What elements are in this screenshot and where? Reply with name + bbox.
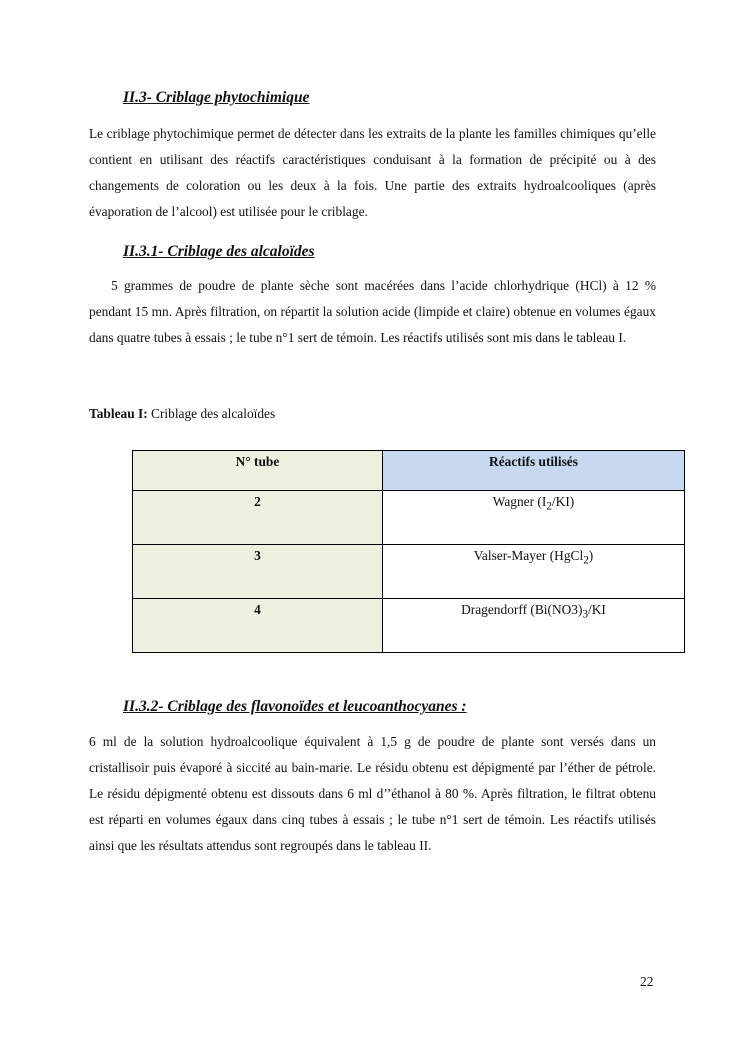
alkaloids-paragraph: 5 grammes de poudre de plante sèche sont macérées dans l’acide chlorhydrique (HCl) à 12 % pendant 15 mn. Après filtration, on répartit la solution acide (limpide et claire) obtenue en volumes égaux dans quatre tubes à essais ; le tube n°1 sert de témoin. Les réactifs utilisés sont mis dans le tableau I. bbox=[89, 278, 656, 345]
table-row bbox=[133, 545, 685, 599]
reagent-name-suffix: /KI) bbox=[551, 494, 575, 509]
tube-number-cell: 3 bbox=[133, 545, 383, 599]
reagent-name: Valser-Mayer (HgCl bbox=[473, 548, 584, 563]
reagent-subscript: 2 bbox=[583, 554, 589, 567]
reagent-name-suffix: ) bbox=[588, 548, 594, 563]
reagent-cell bbox=[383, 491, 685, 545]
header-tube-number: N° tube bbox=[133, 451, 383, 491]
reagent-subscript: 2 bbox=[546, 500, 552, 513]
reagent-name-suffix: /KI bbox=[588, 602, 606, 617]
tube-number-cell: 4 bbox=[133, 599, 383, 653]
flavonoids-paragraph: 6 ml de la solution hydroalcoolique équivalent à 1,5 g de poudre de plante sont versés dans un cristallisoir puis évaporé à siccité au bain-marie. Le résidu obtenu est dépigmenté par l’éther de pétrole. Le résidu dépigmenté obtenu est dissouts dans 6 ml d’’éthanol à 80 %. Après filtration, le filtrat obtenu est réparti en volumes égaux dans cinq tubes à essais ; le tube n°1 sert de témoin. Les réactifs utilisés ainsi que les résultats attendus sont regroupés dans le tableau II. bbox=[89, 734, 656, 853]
page-number: 22 bbox=[640, 974, 654, 989]
header-reagents: Réactifs utilisés bbox=[383, 451, 685, 491]
reagent-cell bbox=[383, 545, 685, 599]
table-caption-label: Tableau I: bbox=[89, 406, 148, 421]
reagent-name: Wagner (I bbox=[492, 494, 547, 509]
reagent-subscript: 3 bbox=[582, 608, 589, 621]
tube-number-cell: 2 bbox=[133, 491, 383, 545]
table-caption-text: Criblage des alcaloïdes bbox=[147, 406, 276, 421]
section-heading: II.3- Criblage phytochimique bbox=[123, 89, 310, 106]
reagent-cell bbox=[383, 599, 685, 653]
table-row bbox=[133, 491, 685, 545]
table-caption bbox=[89, 404, 275, 424]
section-intro-paragraph: Le criblage phytochimique permet de détecter dans les extraits de la plante les familles chimiques qu’elle contient en utilisant des réactifs caractéristiques conduisant à la formation de précipité ou à des changements de coloration ou les deux à la fois. Une partie des extraits hydroalcooliques (après évaporation de l’alcool) est utilisée pour le criblage. bbox=[89, 126, 656, 219]
subsection-flavonoids-heading: II.3.2- Criblage des flavonoïdes et leucoanthocyanes : bbox=[123, 698, 467, 715]
alkaloid-reagents-table bbox=[132, 450, 685, 653]
table-header-row bbox=[133, 451, 685, 491]
reagent-name: Dragendorff (Bi(NO3) bbox=[461, 602, 583, 617]
table-row bbox=[133, 599, 685, 653]
subsection-alkaloids-heading: II.3.1- Criblage des alcaloïdes bbox=[123, 243, 315, 260]
